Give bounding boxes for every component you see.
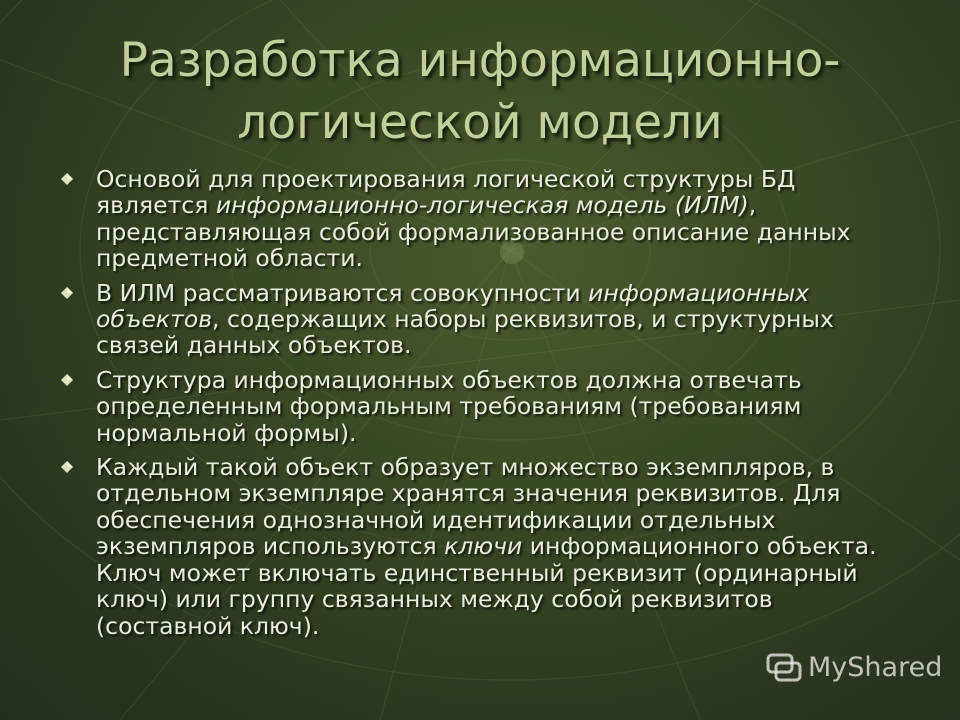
bullet-list <box>58 166 908 647</box>
myshared-logo-icon <box>766 653 802 683</box>
bullet-item <box>58 280 908 359</box>
bullet-item <box>58 166 908 272</box>
bullet-text-italic: информационных объектов <box>96 278 810 334</box>
bullet-text: информационного объекта. Ключ может включать единственный реквизит (ординарный ключ) или группу связанных между собой реквизитов (составной ключ). <box>96 532 877 640</box>
diamond-bullet-icon <box>60 460 74 474</box>
title-line-1: Разработка информационно- <box>119 33 841 88</box>
bullet-item <box>58 454 908 639</box>
bullet-text: Структура информационных объектов должна отвечать определенным формальным требованиям (требованиям нормальной формы). <box>96 365 802 447</box>
bullet-text-italic: ключи <box>444 532 523 561</box>
diamond-bullet-icon <box>60 286 74 300</box>
bullet-text: , содержащих наборы реквизитов, и структурных связей данных объектов. <box>96 305 834 360</box>
slide-title <box>40 30 920 154</box>
diamond-bullet-icon <box>60 172 74 186</box>
bullet-text-italic: информационно-логическая модель (ИЛМ) <box>215 191 749 220</box>
bullet-text: В ИЛМ рассматриваются совокупности <box>96 278 589 307</box>
bullet-item <box>58 367 908 446</box>
myshared-watermark <box>766 652 942 683</box>
bullet-text: , представляющая собой формализованное описание данных предметной области. <box>96 191 851 273</box>
watermark-text: MyShared <box>808 652 943 683</box>
diamond-bullet-icon <box>60 373 74 387</box>
bullet-text: Каждый такой объект образует множество экземпляров, в отдельном экземпляре хранятся значения реквизитов. Для обеспечения однозначной идентификации отдельных экземпляров используются <box>96 453 841 561</box>
bullet-text: Основой для проектирования логической структуры БД является <box>96 165 796 220</box>
title-line-2: логической модели <box>237 95 723 150</box>
